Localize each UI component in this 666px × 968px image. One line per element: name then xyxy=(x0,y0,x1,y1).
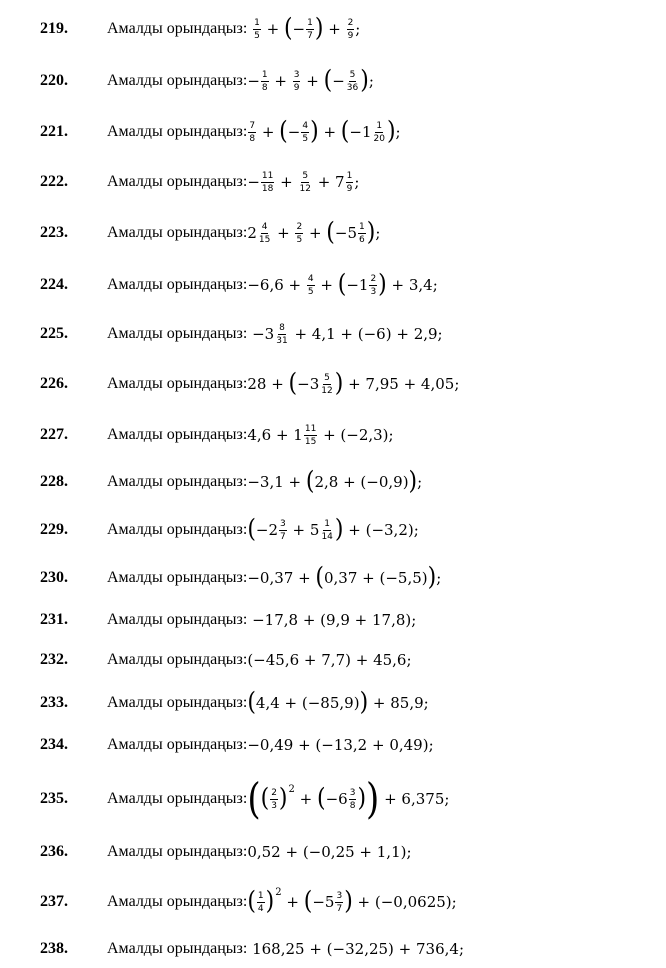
fraction: $\frac{1}{8}$ xyxy=(261,69,268,93)
problem-instruction: Амалды орындаңыз: xyxy=(107,843,248,860)
problem-number: 231. xyxy=(40,611,68,628)
problem-number: 222. xyxy=(40,173,68,190)
problem-instruction: Амалды орындаңыз: xyxy=(107,426,248,443)
problem-instruction: Амалды орындаңыз: xyxy=(107,790,248,807)
fraction: $\frac{5}{12}$ xyxy=(321,372,333,396)
problem-expression: − $\frac{11}{18}$ + $\frac{5}{12}$ + 7 $\frac{1}{9}$ ; xyxy=(247,170,360,194)
problem-expression: 4,6 + 1 $\frac{11}{15}$ + (−2,3) ; xyxy=(247,423,394,447)
problem-expression: $\frac{1}{5}$ + ( − $\frac{1}{7}$ ) + $\frac{2}{9}$ ; xyxy=(254,14,361,43)
problem-expression: (−45,6 + 7,7) + 45,6; xyxy=(247,651,412,669)
problem-instruction: Амалды орындаңыз: xyxy=(107,569,248,586)
problem-number: 227. xyxy=(40,426,68,443)
problem-number: 230. xyxy=(40,569,68,586)
problem-instruction: Амалды орындаңыз: xyxy=(107,375,248,392)
problem-instruction: Амалды орындаңыз: xyxy=(107,20,248,37)
problem-expression: $\frac{7}{8}$ + ( − $\frac{4}{5}$ ) + ( − 1 $\frac{1}{20}$ ) ; xyxy=(249,117,401,146)
problem-number: 224. xyxy=(40,276,68,293)
fraction: $\frac{4}{5}$ xyxy=(302,120,309,144)
problem-expression: ( 4,4 + (−85,9) ) + 85,9; xyxy=(247,688,429,717)
problem-expression: 2 $\frac{4}{15}$ + $\frac{2}{5}$ + ( − 5 $\frac{1}{6}$ ) ; xyxy=(247,218,381,247)
problem-number: 237. xyxy=(40,893,68,910)
problem-expression: ( ( $\frac{2}{3}$ ) 2 + ( − 6 $\frac{3}{8}$ ) ) + 6,375 ; xyxy=(247,774,450,824)
fraction: $\frac{3}{8}$ xyxy=(349,787,356,811)
problem-expression: − $\frac{1}{8}$ + $\frac{3}{9}$ + ( − $\frac{5}{36}$ ) ; xyxy=(247,66,374,95)
problem-expression: −3,1 + ( 2,8 + (−0,9) ) ; xyxy=(247,467,423,496)
fraction: $\frac{11}{18}$ xyxy=(261,170,274,194)
fraction: $\frac{2}{3}$ xyxy=(271,787,277,811)
problem-expression: −17,8 + (9,9 + 17,8); xyxy=(247,611,417,629)
problem-expression: 168,25 + (−32,25) + 736,4; xyxy=(247,940,465,958)
problem-number: 229. xyxy=(40,521,68,538)
problem-expression: ( $\frac{1}{4}$ ) 2 + ( − 5 $\frac{3}{7}$ ) + (−0,0625) ; xyxy=(247,887,457,916)
fraction: $\frac{11}{15}$ xyxy=(304,423,317,447)
problem-instruction: Амалды орындаңыз: xyxy=(107,224,248,241)
problem-instruction: Амалды орындаңыз: xyxy=(107,651,248,668)
fraction: $\frac{2}{9}$ xyxy=(347,17,354,41)
problem-expression: ( − 2 $\frac{3}{7}$ + 5 $\frac{1}{14}$ ) + (−3,2) ; xyxy=(247,515,419,544)
problem-number: 235. xyxy=(40,790,68,807)
problem-instruction: Амалды орындаңыз: xyxy=(107,173,248,190)
fraction: $\frac{8}{31}$ xyxy=(276,322,288,346)
problem-number: 225. xyxy=(40,325,68,342)
problem-number: 236. xyxy=(40,843,68,860)
fraction: $\frac{1}{9}$ xyxy=(346,170,353,194)
fraction: $\frac{3}{9}$ xyxy=(293,69,300,93)
problem-instruction: Амалды орындаңыз: xyxy=(107,611,248,628)
problem-expression: −0,49 + (−13,2 + 0,49); xyxy=(247,736,434,754)
problem-number: 234. xyxy=(40,736,68,753)
problem-number: 238. xyxy=(40,940,68,957)
fraction: $\frac{1}{4}$ xyxy=(257,890,264,914)
fraction: $\frac{7}{8}$ xyxy=(249,120,256,144)
problem-expression: −0,37 + ( 0,37 + (−5,5) ) ; xyxy=(247,563,442,592)
problem-instruction: Амалды орындаңыз: xyxy=(107,893,248,910)
problem-expression: − 6,6 + $\frac{4}{5}$ + ( − 1 $\frac{2}{3}$ ) + 3,4 ; xyxy=(247,270,438,299)
fraction: $\frac{3}{7}$ xyxy=(336,890,343,914)
problem-number: 232. xyxy=(40,651,68,668)
problem-instruction: Амалды орындаңыз: xyxy=(107,736,248,753)
problem-instruction: Амалды орындаңыз: xyxy=(107,473,248,490)
problem-instruction: Амалды орындаңыз: xyxy=(107,694,248,711)
fraction: $\frac{4}{5}$ xyxy=(307,273,314,297)
problem-instruction: Амалды орындаңыз: xyxy=(107,123,248,140)
problem-number: 223. xyxy=(40,224,68,241)
fraction: $\frac{5}{12}$ xyxy=(299,170,311,194)
problem-number: 221. xyxy=(40,123,68,140)
problem-expression: 0,52 + (−0,25 + 1,1); xyxy=(247,843,412,861)
problem-number: 220. xyxy=(40,72,68,89)
problem-instruction: Амалды орындаңыз: xyxy=(107,325,248,342)
problem-instruction: Амалды орындаңыз: xyxy=(107,940,248,957)
problem-expression: 28 + ( − 3 $\frac{5}{12}$ ) + 7,95 + 4,05 ; xyxy=(247,369,460,398)
fraction: $\frac{1}{14}$ xyxy=(321,518,333,542)
problem-instruction: Амалды орындаңыз: xyxy=(107,72,248,89)
problem-number: 219. xyxy=(40,20,68,37)
problem-expression: − 3 $\frac{8}{31}$ + 4,1 + (−6) + 2,9 ; xyxy=(247,322,443,346)
problem-number: 233. xyxy=(40,694,68,711)
fraction: $\frac{2}{3}$ xyxy=(370,273,377,297)
fraction: $\frac{4}{15}$ xyxy=(258,221,271,245)
problem-number: 228. xyxy=(40,473,68,490)
fraction: $\frac{1}{7}$ xyxy=(307,17,313,41)
problem-instruction: Амалды орындаңыз: xyxy=(107,521,248,538)
fraction: $\frac{2}{5}$ xyxy=(296,221,303,245)
problem-number: 226. xyxy=(40,375,68,392)
fraction: $\frac{1}{5}$ xyxy=(254,17,260,41)
fraction: $\frac{3}{7}$ xyxy=(280,518,286,542)
fraction: $\frac{5}{36}$ xyxy=(346,69,359,93)
problem-instruction: Амалды орындаңыз: xyxy=(107,276,248,293)
fraction: $\frac{1}{6}$ xyxy=(359,221,365,245)
fraction: $\frac{1}{20}$ xyxy=(373,120,385,144)
